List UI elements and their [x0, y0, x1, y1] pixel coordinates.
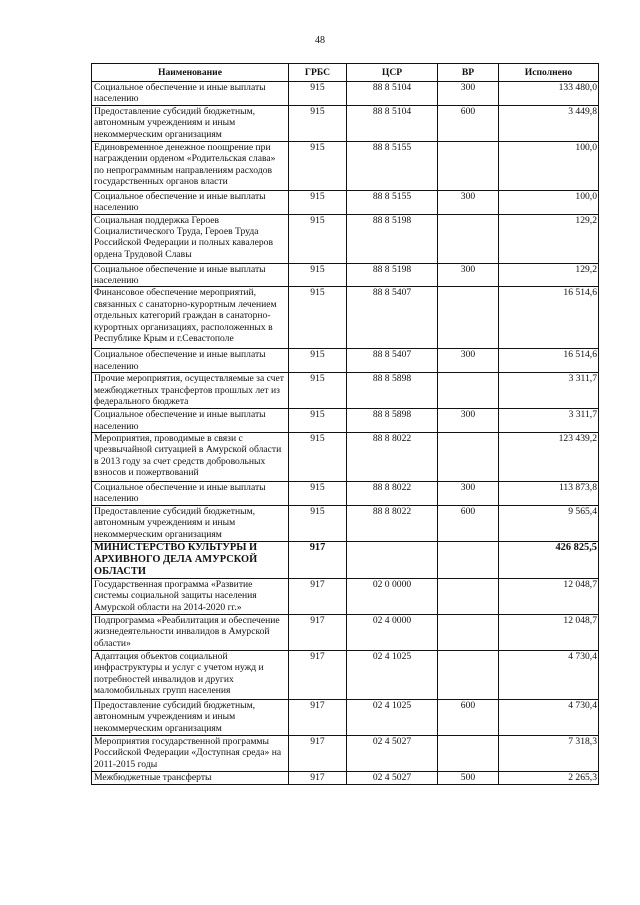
- row-name: Социальное обеспечение и иные выплаты населению: [92, 482, 289, 506]
- row-vr: 300: [438, 482, 499, 506]
- row-amount: 16 514,6: [499, 349, 599, 373]
- row-vr: 300: [438, 349, 499, 373]
- row-name: Прочие мероприятия, осуществляемые за счет межбюджетных трансфертов прошлых лет из федерального бюджета: [92, 373, 289, 409]
- header-name: Наименование: [92, 64, 289, 82]
- row-grbs: 915: [289, 214, 347, 263]
- row-amount: 4 730,4: [499, 699, 599, 735]
- row-amount: 426 825,5: [499, 541, 599, 578]
- row-grbs: 915: [289, 433, 347, 482]
- row-amount: 123 439,2: [499, 433, 599, 482]
- row-vr: [438, 614, 499, 650]
- row-name: Государственная программа «Развитие системы социальной защиты населения Амурской области на 2014-2020 гг.»: [92, 578, 289, 614]
- header-grbs: ГРБС: [289, 64, 347, 82]
- row-grbs: 917: [289, 650, 347, 699]
- row-grbs: 915: [289, 263, 347, 287]
- expenditure-table: [91, 63, 599, 785]
- row-vr: [438, 650, 499, 699]
- table-row: [92, 771, 599, 784]
- row-amount: 3 449,8: [499, 105, 599, 141]
- row-name: Единовременное денежное поощрение при награждении орденом «Родительская слава» по непрограммным направлениям расходов государственных органов власти: [92, 141, 289, 190]
- row-name: Социальное обеспечение и иные выплаты населению: [92, 349, 289, 373]
- row-name: МИНИСТЕРСТВО КУЛЬТУРЫ И АРХИВНОГО ДЕЛА АМУРСКОЙ ОБЛАСТИ: [92, 541, 289, 578]
- row-grbs: 915: [289, 105, 347, 141]
- row-amount: 7 318,3: [499, 735, 599, 771]
- row-amount: 100,0: [499, 190, 599, 214]
- header-csr: ЦСР: [347, 64, 438, 82]
- row-csr: 02 4 5027: [347, 735, 438, 771]
- table-row: [92, 699, 599, 735]
- page-number: 48: [315, 35, 325, 46]
- table-row: [92, 105, 599, 141]
- row-vr: [438, 578, 499, 614]
- row-csr: 88 8 8022: [347, 433, 438, 482]
- row-grbs: 917: [289, 771, 347, 784]
- row-vr: [438, 141, 499, 190]
- row-amount: 3 311,7: [499, 409, 599, 433]
- row-vr: [438, 735, 499, 771]
- row-csr: 88 8 5198: [347, 214, 438, 263]
- row-amount: 4 730,4: [499, 650, 599, 699]
- row-amount: 3 311,7: [499, 373, 599, 409]
- row-vr: 600: [438, 505, 499, 541]
- row-vr: [438, 214, 499, 263]
- row-csr: 88 8 5155: [347, 141, 438, 190]
- header-amount: Исполнено: [499, 64, 599, 82]
- row-name: Адаптация объектов социальной инфраструктуры и услуг с учетом нужд и потребностей инвалидов и других маломобильных групп населения: [92, 650, 289, 699]
- row-vr: [438, 433, 499, 482]
- table-row: [92, 578, 599, 614]
- row-name: Мероприятия государственной программы Российской Федерации «Доступная среда» на 2011-2015 годы: [92, 735, 289, 771]
- table-row: [92, 141, 599, 190]
- row-name: Межбюджетные трансферты: [92, 771, 289, 784]
- row-amount: 16 514,6: [499, 287, 599, 349]
- table-row: [92, 735, 599, 771]
- row-name: Социальное обеспечение и иные выплаты населению: [92, 82, 289, 106]
- table-row: [92, 214, 599, 263]
- table-row: [92, 614, 599, 650]
- row-csr: 88 8 5104: [347, 82, 438, 106]
- row-grbs: 915: [289, 141, 347, 190]
- table-row: [92, 541, 599, 578]
- row-csr: 88 8 5407: [347, 349, 438, 373]
- table-header: [92, 64, 599, 82]
- row-amount: 2 265,3: [499, 771, 599, 784]
- row-amount: 129,2: [499, 263, 599, 287]
- table-row: [92, 482, 599, 506]
- row-grbs: 917: [289, 699, 347, 735]
- table-row: [92, 505, 599, 541]
- row-amount: 100,0: [499, 141, 599, 190]
- table-body: [92, 82, 599, 785]
- row-vr: [438, 373, 499, 409]
- table-row: [92, 263, 599, 287]
- header-vr: ВР: [438, 64, 499, 82]
- row-vr: 300: [438, 263, 499, 287]
- row-csr: 88 8 5898: [347, 409, 438, 433]
- row-vr: 300: [438, 409, 499, 433]
- row-amount: 9 565,4: [499, 505, 599, 541]
- row-csr: 88 8 5407: [347, 287, 438, 349]
- row-name: Социальное обеспечение и иные выплаты населению: [92, 263, 289, 287]
- table-row: [92, 82, 599, 106]
- table-row: [92, 409, 599, 433]
- row-grbs: 917: [289, 614, 347, 650]
- row-amount: 129,2: [499, 214, 599, 263]
- row-grbs: 915: [289, 373, 347, 409]
- row-vr: 600: [438, 699, 499, 735]
- row-csr: 02 4 0000: [347, 614, 438, 650]
- row-csr: 88 8 5198: [347, 263, 438, 287]
- table-row: [92, 190, 599, 214]
- row-csr: 88 8 8022: [347, 482, 438, 506]
- row-name: Социальное обеспечение и иные выплаты населению: [92, 409, 289, 433]
- row-vr: 300: [438, 82, 499, 106]
- row-name: Социальная поддержка Героев Социалистического Труда, Героев Труда Российской Федерации и полных кавалеров ордена Трудовой Славы: [92, 214, 289, 263]
- table-row: [92, 287, 599, 349]
- row-csr: 02 0 0000: [347, 578, 438, 614]
- row-grbs: 915: [289, 349, 347, 373]
- row-csr: 88 8 5898: [347, 373, 438, 409]
- row-grbs: 915: [289, 482, 347, 506]
- row-csr: 02 4 5027: [347, 771, 438, 784]
- row-grbs: 915: [289, 505, 347, 541]
- row-amount: 12 048,7: [499, 578, 599, 614]
- row-grbs: 915: [289, 82, 347, 106]
- row-grbs: 915: [289, 409, 347, 433]
- row-csr: 88 8 8022: [347, 505, 438, 541]
- table-row: [92, 349, 599, 373]
- row-vr: [438, 287, 499, 349]
- row-name: Подпрограмма «Реабилитация и обеспечение жизнедеятельности инвалидов в Амурской области»: [92, 614, 289, 650]
- table-row: [92, 650, 599, 699]
- row-grbs: 915: [289, 287, 347, 349]
- table-row: [92, 433, 599, 482]
- row-csr: 88 8 5104: [347, 105, 438, 141]
- row-grbs: 915: [289, 190, 347, 214]
- row-csr: 02 4 1025: [347, 699, 438, 735]
- row-name: Предоставление субсидий бюджетным, автономным учреждениям и иным некоммерческим организациям: [92, 505, 289, 541]
- row-amount: 133 480,0: [499, 82, 599, 106]
- row-grbs: 917: [289, 735, 347, 771]
- row-csr: 88 8 5155: [347, 190, 438, 214]
- row-vr: 600: [438, 105, 499, 141]
- row-vr: [438, 541, 499, 578]
- row-name: Мероприятия, проводимые в связи с чрезвычайной ситуацией в Амурской области в 2013 году за счет средств добровольных взносов и пожертвований: [92, 433, 289, 482]
- row-csr: 02 4 1025: [347, 650, 438, 699]
- row-name: Предоставление субсидий бюджетным, автономным учреждениям и иным некоммерческим организациям: [92, 105, 289, 141]
- row-amount: 113 873,8: [499, 482, 599, 506]
- row-grbs: 917: [289, 541, 347, 578]
- row-name: Финансовое обеспечение мероприятий, связанных с санаторно-курортным лечением отдельных категорий граждан в санаторно-курортных организациях, расположенных в Республике Крым и г.Севастополе: [92, 287, 289, 349]
- row-vr: 500: [438, 771, 499, 784]
- row-csr: [347, 541, 438, 578]
- row-grbs: 917: [289, 578, 347, 614]
- row-vr: 300: [438, 190, 499, 214]
- row-name: Предоставление субсидий бюджетным, автономным учреждениям и иным некоммерческим организациям: [92, 699, 289, 735]
- row-amount: 12 048,7: [499, 614, 599, 650]
- table-row: [92, 373, 599, 409]
- row-name: Социальное обеспечение и иные выплаты населению: [92, 190, 289, 214]
